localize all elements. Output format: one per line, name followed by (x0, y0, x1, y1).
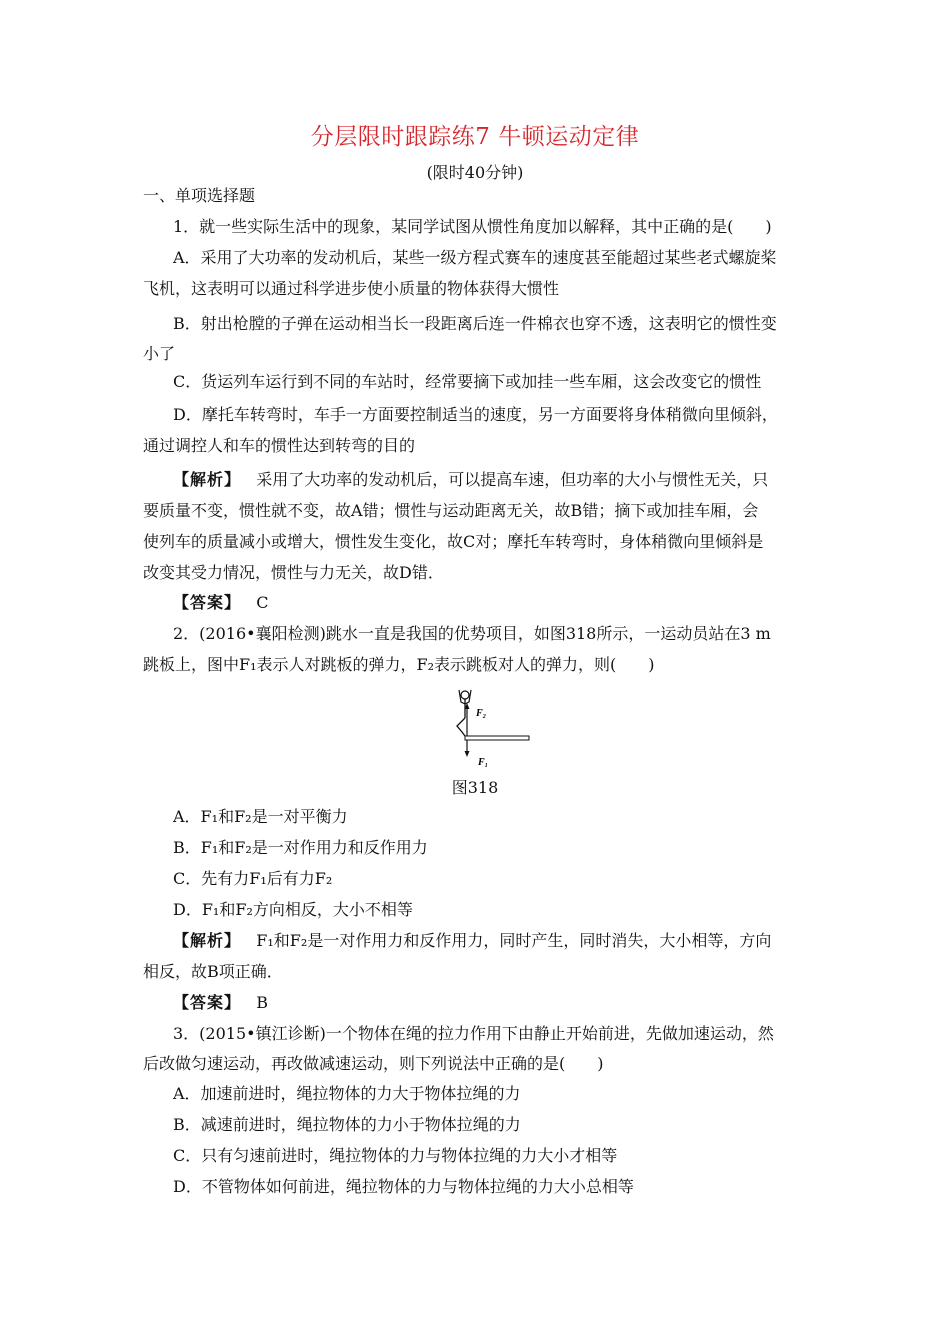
q3-option-a: A．加速前进时，绳拉物体的力大于物体拉绳的力 (173, 1084, 521, 1103)
q1-option-a-cont: 飞机，这表明可以通过科学进步使小质量的物体获得大惯性 (143, 279, 560, 298)
page-title: 分层限时跟踪练7 牛顿运动定律 (310, 124, 640, 150)
q2-analysis-line2: 相反，故B项正确． (143, 962, 283, 981)
q3-option-b: B．减速前进时，绳拉物体的力小于物体拉绳的力 (173, 1115, 521, 1134)
q1-option-b-cont: 小了 (143, 344, 176, 363)
f1-label: F₁ (478, 757, 489, 768)
q2-analysis-text: F₁和F₂是一对作用力和反作用力，同时产生，同时消失，大小相等，方向 (256, 931, 772, 950)
q2-option-c: C．先有力F₁后有力F₂ (173, 869, 333, 888)
q1-stem: 1．就一些实际生活中的现象，某同学试图从惯性角度加以解释，其中正确的是( ) (173, 217, 772, 236)
q3-stem-cont: 后改做匀速运动，再改做减速运动，则下列说法中正确的是( ) (143, 1054, 604, 1073)
q1-analysis (173, 469, 768, 491)
q2-answer (173, 992, 268, 1014)
diver-head (461, 691, 469, 699)
q1-analysis-text: 采用了大功率的发动机后，可以提高车速，但功率的大小与惯性无关，只 (256, 470, 769, 489)
f1-arrowhead (465, 751, 470, 757)
q2-option-b: B．F₁和F₂是一对作用力和反作用力 (173, 838, 428, 857)
analysis-tag: 【解析】 (173, 931, 242, 950)
q2-analysis (173, 930, 771, 952)
q2-stem-cont: 跳板上，图中F₁表示人对跳板的弹力，F₂表示跳板对人的弹力，则( ) (143, 655, 655, 674)
diver-legs (457, 718, 465, 736)
q1-analysis-line3: 使列车的质量减小或增大，惯性发生变化，故C对；摩托车转弯时，身体稍微向里倾斜是 (143, 532, 764, 551)
q1-answer (173, 592, 269, 614)
f2-label: F₂ (476, 708, 487, 719)
time-limit: (限时40分钟) (426, 163, 524, 182)
answer-tag: 【答案】 (173, 593, 242, 612)
answer-tag: 【答案】 (173, 993, 242, 1012)
q1-option-a: A．采用了大功率的发动机后，某些一级方程式赛车的速度甚至能超过某些老式螺旋桨 (173, 248, 777, 267)
analysis-tag: 【解析】 (173, 470, 242, 489)
springboard (465, 736, 529, 740)
q1-option-b: B．射出枪膛的子弹在运动相当长一段距离后连一件棉衣也穿不透，这表明它的惯性变 (173, 314, 777, 333)
q3-stem: 3．(2015•镇江诊断)一个物体在绳的拉力作用下由静止开始前进，先做加速运动，然 (173, 1024, 774, 1043)
q3-option-c: C．只有匀速前进时，绳拉物体的力与物体拉绳的力大小才相等 (173, 1146, 618, 1165)
q1-analysis-line2: 要质量不变，惯性就不变，故A错；惯性与运动距离无关，故B错；摘下或加挂车厢，会 (143, 501, 759, 520)
figure-caption: 图318 (451, 778, 499, 797)
q1-analysis-line4: 改变其受力情况，惯性与力无关，故D错． (143, 563, 444, 582)
section-heading: 一、单项选择题 (143, 186, 256, 205)
q2-stem: 2．(2016•襄阳检测)跳水一直是我国的优势项目，如图318所示，一运动员站在3 m (173, 624, 771, 643)
q1-answer-value: C (256, 593, 269, 612)
q1-option-c: C．货运列车运行到不同的车站时，经常要摘下或加挂一些车厢，这会改变它的惯性 (173, 372, 762, 391)
q1-option-d: D．摩托车转弯时，车手一方面要控制适当的速度，另一方面要将身体稍微向里倾斜， (173, 405, 778, 424)
diver-figure (448, 688, 538, 768)
q2-option-a: A．F₁和F₂是一对平衡力 (173, 807, 348, 826)
q2-option-d: D．F₁和F₂方向相反，大小不相等 (173, 900, 413, 919)
q1-option-d-cont: 通过调控人和车的惯性达到转弯的目的 (143, 436, 416, 455)
q2-answer-value: B (256, 993, 269, 1012)
q3-option-d: D．不管物体如何前进，绳拉物体的力与物体拉绳的力大小总相等 (173, 1177, 634, 1196)
